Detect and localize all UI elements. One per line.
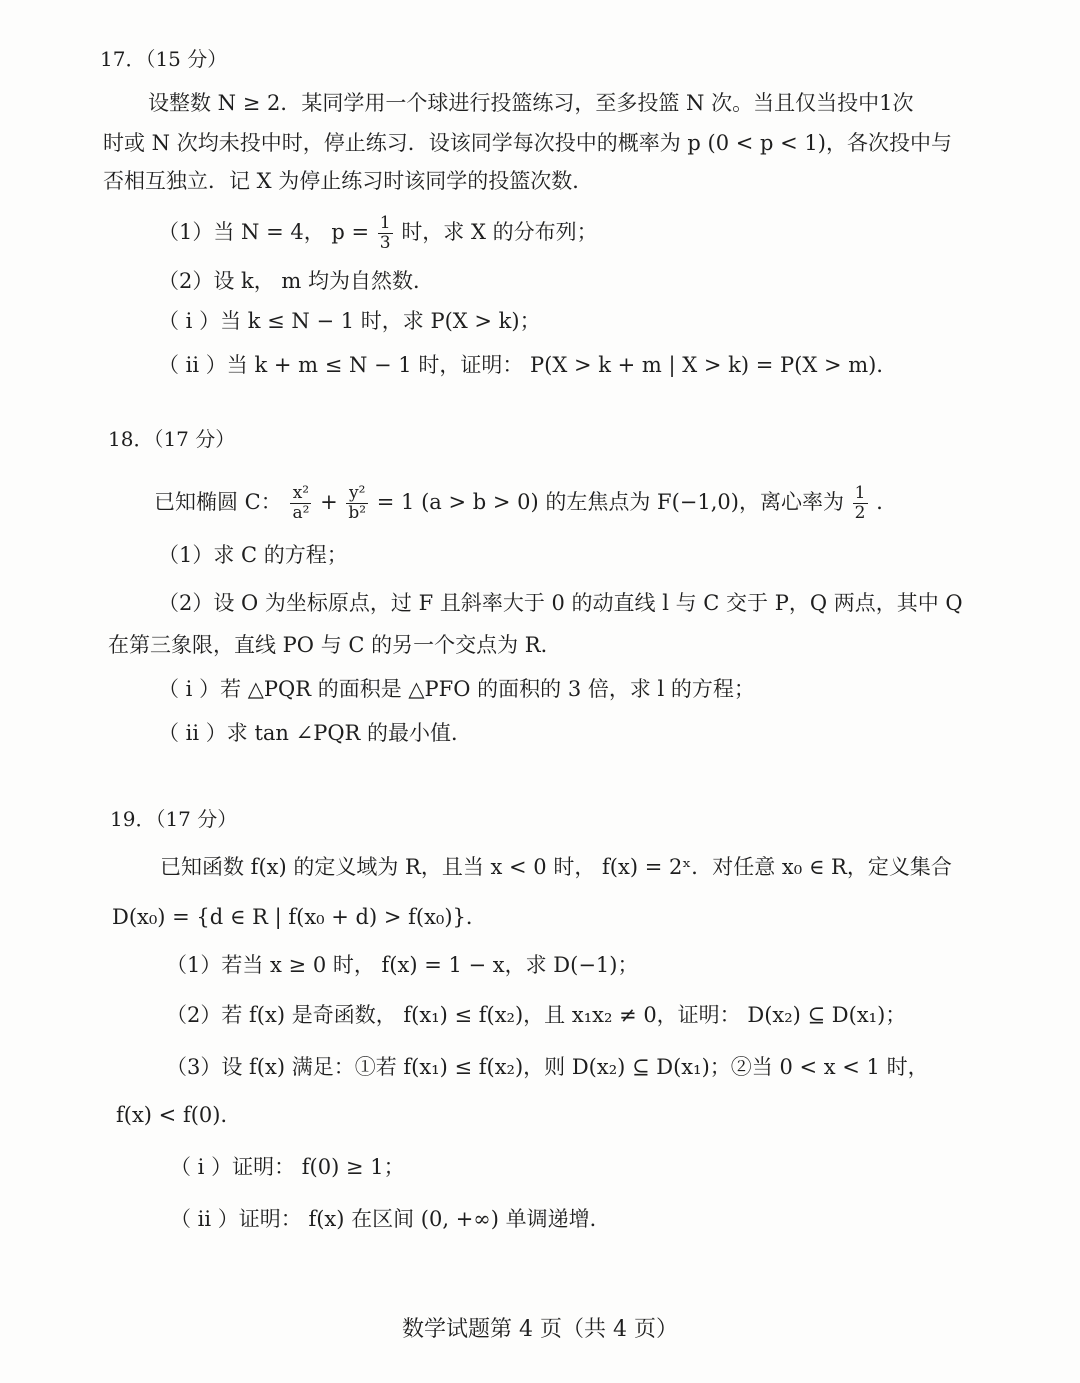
problem-18-line-1 [154, 484, 897, 523]
p18-frac-ecc [853, 484, 868, 523]
problem-17-header: 17．（15 分） [100, 47, 228, 71]
problem-19-question-3-line-2: f(x) < f(0)． [116, 1103, 242, 1127]
problem-17-question-2: （2）设 k， m 均为自然数． [158, 269, 435, 293]
p18-frac-y [346, 484, 368, 523]
p17-q1-prefix: （1）当 N = 4， p = [158, 220, 370, 244]
problem-19-line-1: 已知函数 f(x) 的定义域为 R，且当 x < 0 时， f(x) = 2ˣ．对任意 x₀ ∈ R，定义集合 [160, 855, 952, 879]
problem-18-question-2i: （ i ）若 △PQR 的面积是 △PFO 的面积的 3 倍，求 l 的方程； [158, 677, 755, 701]
problem-18-question-2-line-2: 在第三象限，直线 PO 与 C 的另一个交点为 R． [108, 633, 562, 657]
problem-19-question-3ii: （ ii ）证明： f(x) 在区间 (0, +∞) 单调递增． [170, 1207, 611, 1231]
problem-19-header: 19．（17 分） [110, 807, 238, 831]
problem-18-question-2-line-1: （2）设 O 为坐标原点，过 F 且斜率大于 0 的动直线 l 与 C 交于 P，Q 两点，其中 Q [158, 591, 963, 615]
p18-ellipse-prefix: 已知椭圆 C： [154, 490, 282, 514]
p18-plus: + [320, 490, 338, 514]
p17-q1-suffix: 时，求 X 的分布列； [401, 220, 598, 244]
p18-frac-ecc-den: 2 [854, 503, 866, 523]
p18-frac-x-den: a² [292, 503, 310, 523]
p18-frac-y-den: b² [348, 503, 367, 523]
problem-18-question-1: （1）求 C 的方程； [158, 543, 348, 567]
problem-19-line-2: D(x₀) = {d ∈ R | f(x₀ + d) > f(x₀)}． [112, 905, 487, 929]
page-footer: 数学试题第 4 页（共 4 页） [402, 1317, 678, 1342]
problem-17-line-2: 时或 N 次均未投中时，停止练习．设该同学每次投中的概率为 p (0 < p < 1)，各次投中与 [103, 131, 952, 155]
problem-19-question-1: （1）若当 x ≥ 0 时， f(x) = 1 − x，求 D(−1)； [166, 953, 639, 977]
problem-19-question-2: （2）若 f(x) 是奇函数， f(x₁) ≤ f(x₂)，且 x₁x₂ ≠ 0，证明： D(x₂) ⊆ D(x₁)； [166, 1003, 907, 1027]
problem-17-line-1: 设整数 N ≥ 2．某同学用一个球进行投篮练习，至多投篮 N 次。当且仅当投中1次 [148, 91, 914, 115]
problem-17-question-2i: （ i ）当 k ≤ N − 1 时，求 P(X > k)； [158, 309, 541, 333]
problem-19-question-3i: （ i ）证明： f(0) ≥ 1； [170, 1155, 405, 1179]
p18-frac-ecc-num: 1 [854, 483, 866, 503]
problem-19-question-3-line-1: （3）设 f(x) 满足：①若 f(x₁) ≤ f(x₂)，则 D(x₂) ⊆ D(x₁)；②当 0 < x < 1 时， [166, 1055, 929, 1079]
p18-ellipse-end: ． [876, 490, 898, 514]
problem-17-question-1 [158, 214, 598, 253]
problem-17-line-3: 否相互独立．记 X 为停止练习时该同学的投篮次数． [103, 169, 594, 193]
p18-ellipse-mid: = 1 (a > b > 0) 的左焦点为 F(−1,0)，离心率为 [376, 490, 844, 514]
p17-q1-frac-num: 1 [379, 213, 391, 233]
p17-q1-frac-den: 3 [379, 233, 391, 253]
p18-frac-y-num: y² [346, 484, 368, 504]
p18-frac-x-num: x² [290, 484, 311, 504]
p17-q1-fraction [378, 214, 393, 253]
problem-18-header: 18．（17 分） [108, 427, 236, 451]
problem-18-question-2ii: （ ii ）求 tan ∠PQR 的最小值． [158, 721, 473, 745]
problem-17-question-2ii: （ ii ）当 k + m ≤ N − 1 时，证明： P(X > k + m | X > k) = P(X > m)． [158, 353, 898, 377]
p18-frac-x [290, 484, 311, 523]
